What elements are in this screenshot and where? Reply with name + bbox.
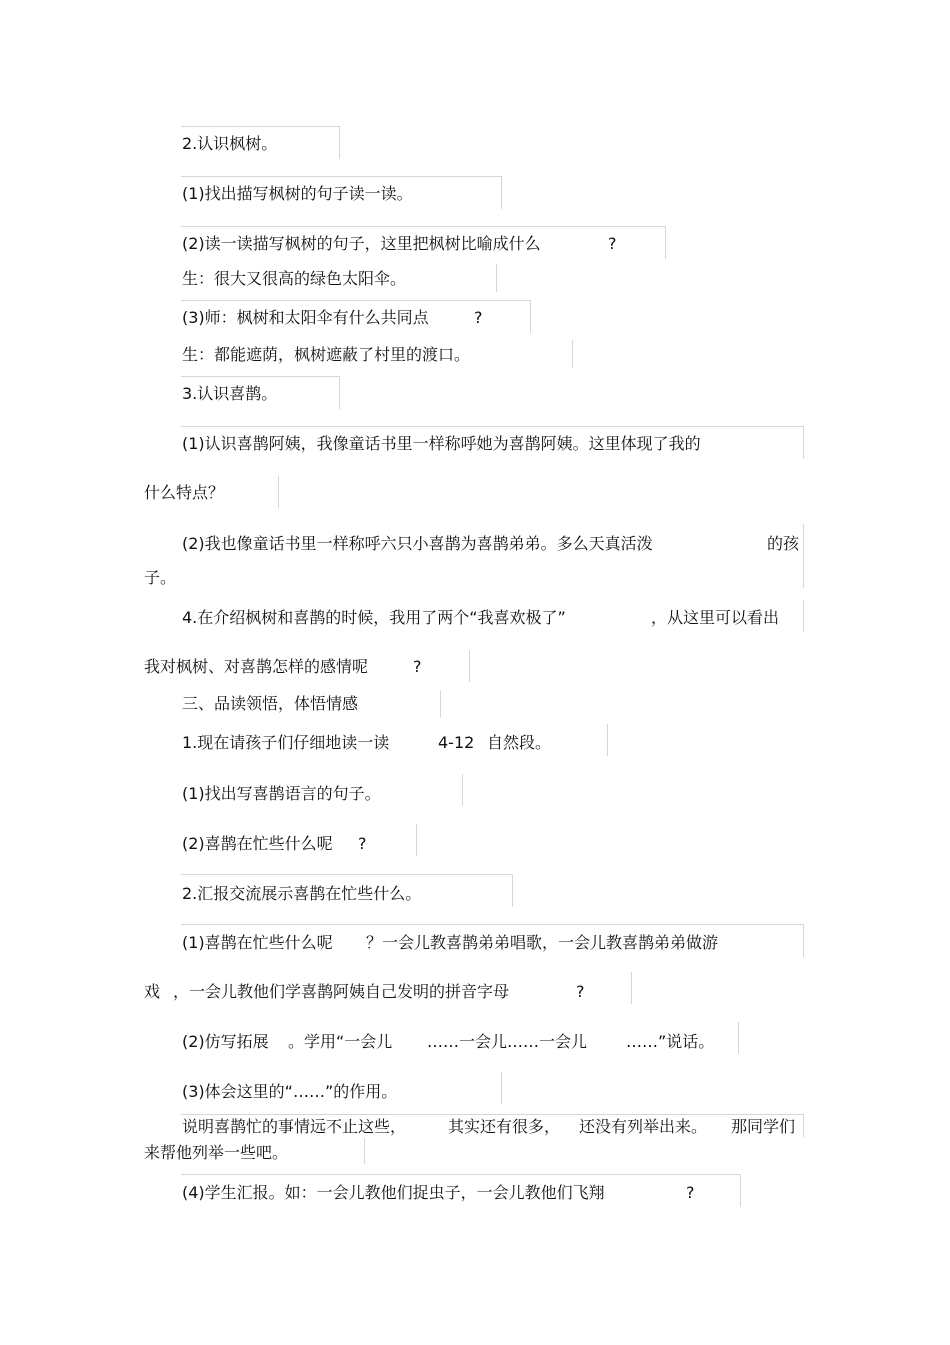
text-line: 生：很大又很高的绿色太阳伞。	[182, 269, 407, 288]
section-heading: 3.认识喜鹊。	[182, 384, 278, 403]
text-line: ?	[576, 982, 585, 1001]
text-line: (2)喜鹊在忙些什么呢	[182, 834, 333, 853]
text-line: 自然段。	[487, 733, 552, 752]
cell-border	[572, 340, 573, 368]
text-line: 说明喜鹊忙的事情远不止这些，	[182, 1117, 407, 1136]
text-line: 子。	[144, 568, 177, 587]
text-line: 我对枫树、对喜鹊怎样的感情呢	[144, 657, 369, 676]
cell-border	[440, 690, 441, 718]
text-line: ？一会儿教喜鹊弟弟唱歌，一会儿教喜鹊弟弟做游	[366, 933, 719, 952]
cell-border	[278, 476, 279, 508]
text-line: (2)仿写拓展	[182, 1032, 269, 1051]
text-line: (4)学生汇报。如：一会儿教他们捉虫子，一会儿教他们飞翔	[182, 1183, 605, 1202]
text-line: ?	[358, 834, 367, 853]
cell-border	[364, 1138, 365, 1164]
cell-border	[496, 264, 497, 292]
cell-border	[803, 600, 804, 632]
cell-border	[607, 724, 608, 756]
text-line: 戏	[144, 982, 161, 1001]
cell-border	[462, 774, 463, 806]
text-line: ……”说话。	[626, 1032, 715, 1051]
text-line: 什么特点？	[144, 483, 225, 502]
text-line: (1)认识喜鹊阿姨，我像童话书里一样称呼她为喜鹊阿姨。这里体现了我的	[182, 434, 701, 453]
cell-border	[738, 1022, 739, 1054]
text-line: 。学用“一会儿	[288, 1032, 393, 1051]
text-line: 还没有列举出来。	[579, 1117, 708, 1136]
text-line: ，从这里可以看出	[651, 608, 780, 627]
cell-border	[469, 650, 470, 682]
section-heading: 三、品读领悟，体悟情感	[182, 694, 359, 713]
cell-border	[803, 524, 804, 588]
text-line: 1.现在请孩子们仔细地读一读	[182, 733, 390, 752]
text-line: 来帮他列举一些吧。	[144, 1143, 289, 1162]
section-heading: 4.在介绍枫树和喜鹊的时候，我用了两个“我喜欢极了”	[182, 608, 566, 627]
text-line: 4-12	[438, 733, 475, 752]
text-line: (2)我也像童话书里一样称呼六只小喜鹊为喜鹊弟弟。多么天真活泼	[182, 534, 653, 553]
section-heading: 2.汇报交流展示喜鹊在忙些什么。	[182, 884, 422, 903]
text-line: (2)读一读描写枫树的句子，这里把枫树比喻成什么	[182, 234, 541, 253]
cell-border	[501, 1072, 502, 1104]
text-line: (3)师：枫树和太阳伞有什么共同点	[182, 308, 429, 327]
text-line: ，一会儿教他们学喜鹊阿姨自己发明的拼音字母	[173, 982, 510, 1001]
cell-border	[416, 824, 417, 856]
text-line: 生：都能遮荫，枫树遮蔽了村里的渡口。	[182, 345, 471, 364]
text-line: ?	[686, 1183, 695, 1202]
text-line: ?	[608, 234, 617, 253]
text-line: 的孩	[767, 534, 800, 553]
text-line: ?	[413, 657, 422, 676]
text-line: ……一会儿……一会儿	[427, 1032, 588, 1051]
text-line: (1)喜鹊在忙些什么呢	[182, 933, 333, 952]
text-line: 其实还有很多，	[448, 1117, 561, 1136]
text-line: (3)体会这里的“……”的作用。	[182, 1082, 398, 1101]
text-line: 那同学们	[731, 1117, 796, 1136]
text-line: (1)找出写喜鹊语言的句子。	[182, 784, 381, 803]
text-line: (1)找出描写枫树的句子读一读。	[182, 184, 413, 203]
cell-border	[631, 972, 632, 1004]
text-line: ?	[474, 308, 483, 327]
section-heading: 2.认识枫树。	[182, 134, 278, 153]
